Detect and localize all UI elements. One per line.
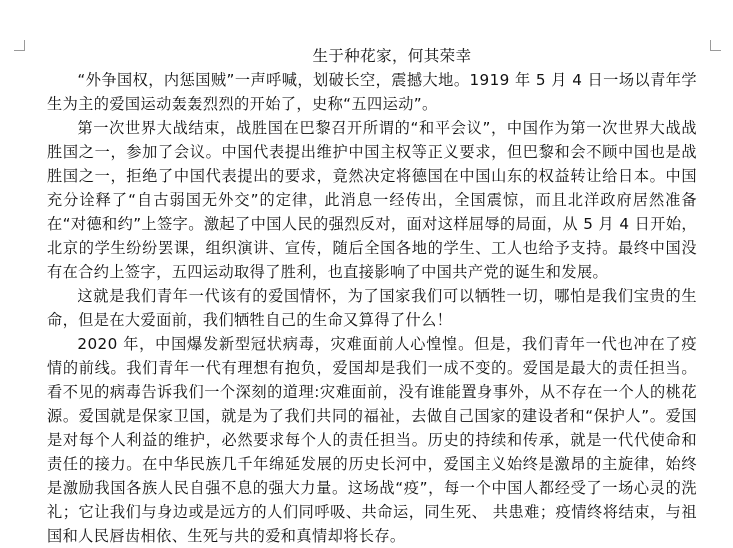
document-title: 生于种花家，何其荣幸 (312, 47, 472, 65)
paragraph-2: 第一次世界大战结束，战胜国在巴黎召开所谓的“和平会议”，中国作为第一次世界大战战胜国之一，参加了会议。中国代表提出维护中国主权等正义要求，但巴黎和会不顾中国也是战胜国之一，拒绝了中国代表提出的要求，竟然决定将德国在中国山东的权益转让给日本。中国充分诠释了“自古弱国无外交”的定律，此消息一经传出，全国震惊，而且北洋政府居然准备在“对德和约”上签字。激起了中国人民的强烈反对，面对这样屈辱的局面，从 5 月 4 日开始，北京的学生纷纷罢课，组织演讲、宣传，随后全国各地的学生、工人也给予支持。最终中国没有在合约上签字，五四运动取得了胜利，也直接影响了中国共产党的诞生和发展。 (47, 119, 697, 281)
margin-corner-mark-top-right (710, 40, 721, 51)
paragraph-1: “外争国权，内惩国贼”一声呼喊，划破长空，震撼大地。1919 年 5 月 4 日一场以青年学生为主的爱国运动轰轰烈烈的开始了，史称“五四运动”。 (47, 71, 697, 113)
document-body[interactable] (47, 44, 697, 548)
margin-corner-mark-top-left (14, 40, 25, 51)
paragraph-3: 这就是我们青年一代该有的爱国情怀，为了国家我们可以牺牲一切，哪怕是我们宝贵的生命，但是在大爱面前，我们牺牲自己的生命又算得了什么！ (47, 287, 697, 329)
paragraph-4: 2020 年，中国爆发新型冠状病毒，灾难面前人心惶惶。但是，我们青年一代也冲在了疫情的前线。我们青年一代有理想有抱负，爱国却是我们一成不变的。爱国是最大的责任担当。看不见的病毒告诉我们一个深刻的道理:灾难面前，没有谁能置身事外，从不存在一个人的桃花源。爱国就是保家卫国，就是为了我们共同的福祉，去做自己国家的建设者和“保护人”。爱国是对每个人利益的维护，必然要求每个人的责任担当。历史的持续和传承，就是一代代使命和责任的接力。在中华民族几千年绵延发展的历史长河中，爱国主义始终是激昂的主旋律，始终是激励我国各族人民自强不息的强大力量。这场战“疫”，每一个中国人都经受了一场心灵的洗礼；它让我们与身边或是远方的人们同呼吸、共命运，同生死、 共患难；疫情终将结束，与祖国和人民唇齿相依、生死与共的爱和真情却将长存。 (47, 335, 697, 545)
